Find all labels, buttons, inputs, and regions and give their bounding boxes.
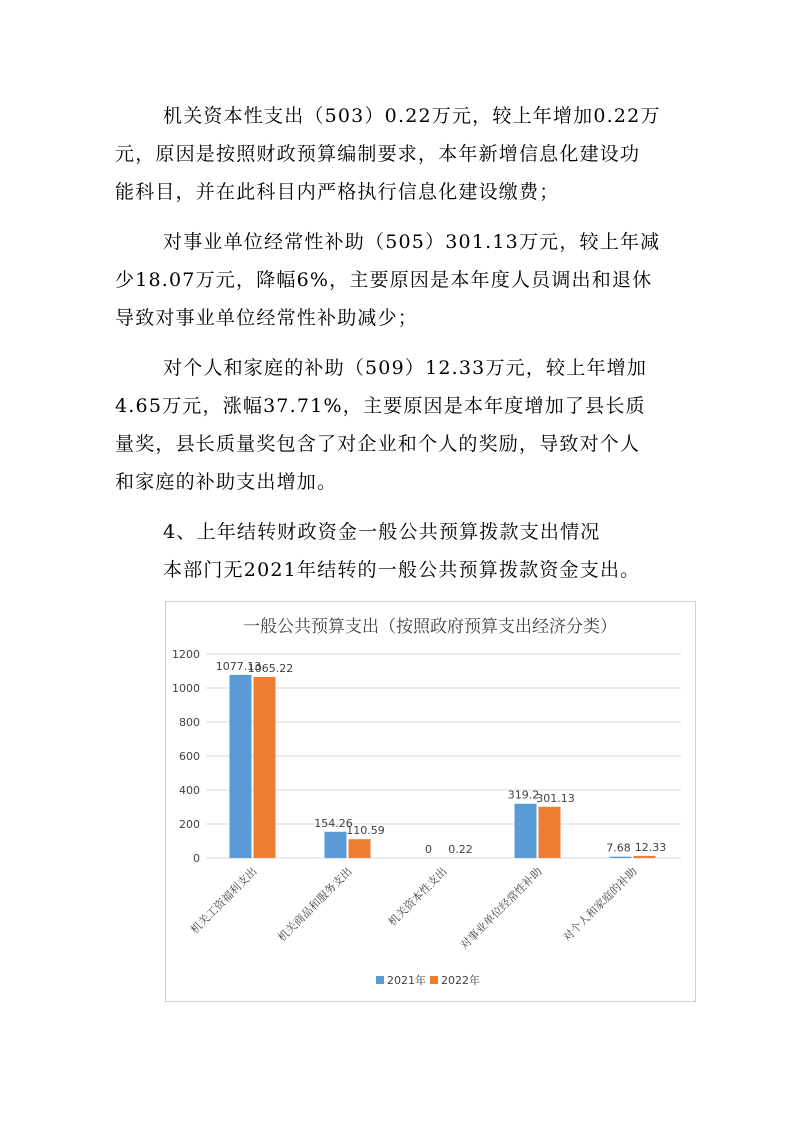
text-line: 少18.07万元，降幅6%，主要原因是本年度人员调出和退休 (115, 269, 653, 291)
x-category-label: 对事业单位经常性补助 (457, 864, 545, 952)
section-heading (115, 513, 675, 551)
y-tick-label: 0 (193, 852, 200, 865)
paragraph-institution-subsidy (115, 223, 675, 337)
legend-swatch (430, 976, 438, 984)
x-axis (187, 864, 639, 952)
bar (254, 677, 276, 858)
y-tick-label: 800 (179, 716, 200, 729)
data-label: 0.22 (448, 842, 473, 856)
bar (539, 807, 561, 858)
y-tick-label: 400 (179, 784, 200, 797)
y-tick-label: 200 (179, 818, 200, 831)
data-labels (216, 660, 667, 856)
bar-chart (165, 601, 696, 1002)
bar (230, 675, 252, 858)
gridlines (206, 654, 681, 858)
bars (230, 675, 656, 858)
text-line: 对个人和家庭的补助（509）12.33万元，较上年增加 (163, 357, 648, 379)
data-label: 0 (425, 843, 432, 856)
data-label: 319.2 (507, 788, 540, 802)
y-tick-label: 1200 (172, 648, 200, 661)
y-axis (172, 648, 200, 865)
y-tick-label: 600 (179, 750, 200, 763)
x-category-label: 机关工资福利支出 (188, 864, 260, 937)
paragraph-household-subsidy (115, 349, 675, 501)
text-line: 本部门无2021年结转的一般公共预算拨款资金支出。 (163, 559, 641, 581)
text-line: 和家庭的补助支出增加。 (115, 471, 338, 493)
chart-svg (166, 602, 695, 1001)
x-category-label: 机关资本性支出 (385, 864, 450, 929)
text-line: 机关资本性支出（503）0.22万元，较上年增加0.22万 (163, 105, 661, 127)
y-tick-label: 1000 (172, 682, 200, 695)
bar (634, 856, 656, 858)
x-category-label: 机关商品和服务支出 (275, 864, 355, 945)
data-label: 301.13 (536, 791, 575, 805)
chart-title: 一般公共预算支出（按照政府预算支出经济分类） (243, 617, 617, 637)
data-label: 12.33 (634, 840, 667, 854)
bar (515, 804, 537, 858)
text-line: 元，原因是按照财政预算编制要求，本年新增信息化建设功 (115, 143, 641, 165)
text-line: 能科目，并在此科目内严格执行信息化建设缴费； (115, 181, 560, 203)
data-label: 154.26 (314, 816, 353, 830)
data-label: 7.68 (606, 841, 631, 855)
paragraph-capital-expenditure (115, 97, 675, 211)
data-label: 1065.22 (247, 661, 294, 675)
bar (325, 832, 347, 858)
x-category-label: 对个人和家庭的补助 (560, 864, 640, 945)
legend-label: 2021年 (387, 974, 426, 987)
bar (349, 839, 371, 858)
text-line: 对事业单位经常性补助（505）301.13万元，较上年减 (163, 231, 661, 253)
text-line: 4.65万元，涨幅37.71%，主要原因是本年度增加了县长质 (115, 395, 646, 417)
text-line: 导致对事业单位经常性补助减少； (115, 307, 419, 329)
text-line: 量奖，县长质量奖包含了对企业和个人的奖励，导致对个人 (115, 433, 641, 455)
paragraph-carryover (115, 551, 675, 589)
data-label: 1077.13 (215, 659, 262, 673)
legend (376, 973, 480, 987)
legend-label: 2022年 (441, 974, 480, 987)
data-label: 110.59 (346, 824, 385, 838)
text-line: 4、上年结转财政资金一般公共预算拨款支出情况 (163, 521, 601, 543)
legend-swatch (376, 976, 384, 984)
bar (610, 857, 632, 858)
